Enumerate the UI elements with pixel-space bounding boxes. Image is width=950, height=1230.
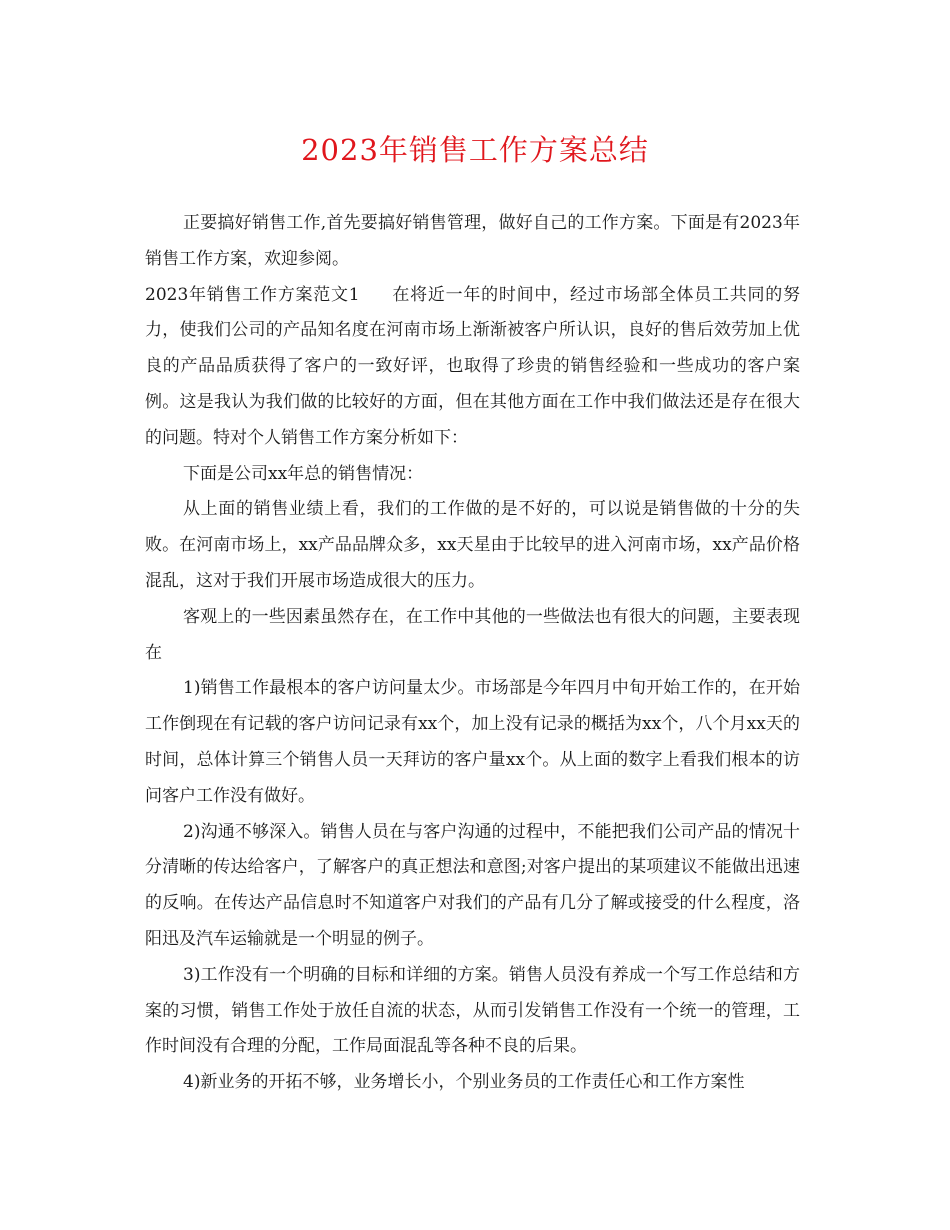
paragraph-item-3: 3)工作没有一个明确的目标和详细的方案。销售人员没有养成一个写工作总结和方案的习惯，销售工作处于放任自流的状态，从而引发销售工作没有一个统一的管理，工作时间没有合理的分配，工作局面混乱等各种不良的后果。 (145, 964, 800, 1057)
section-heading: 2023年销售工作方案范文1 (145, 284, 360, 305)
document-title: 2023年销售工作方案总结 (301, 133, 649, 167)
intro-paragraph: 正要搞好销售工作,首先要搞好销售管理，做好自己的工作方案。下面是有2023年销售工作方案，欢迎参阅。 (145, 213, 800, 269)
paragraph-item-4: 4)新业务的开拓不够，业务增长小，个别业务员的工作责任心和工作方案性 (183, 1072, 745, 1093)
section-paragraph (145, 278, 800, 457)
paragraph-objective-factors: 客观上的一些因素虽然存在，在工作中其他的一些做法也有很大的问题，主要表现在 (145, 606, 800, 663)
paragraph-item-2: 2)沟通不够深入。销售人员在与客户沟通的过程中，不能把我们公司产品的情况十分清晰的传达给客户，了解客户的真正想法和意图;对客户提出的某项建议不能做出迅速的反响。在传达产品信息时不知道客户对我们的产品有几分了解或接受的什么程度，洛阳迅及汽车运输就是一个明显的例子。 (145, 821, 800, 949)
section-opening: 在将近一年的时间中，经过市场部全体员工共同的努力，使我们公司的产品知名度在河南市场上渐渐被客户所认识，良好的售后效劳加上优良的产品品质获得了客户的一致好评，也取得了珍贵的销售经验和一些成功的客户案例。这是我认为我们做的比较好的方面，但在其他方面在工作中我们做法还是存在很大的问题。特对个人销售工作方案分析如下： (145, 284, 800, 448)
paragraph-item-1: 1)销售工作最根本的客户访问量太少。市场部是今年四月中旬开始工作的，在开始工作倒现在有记载的客户访问记录有xx个，加上没有记录的概括为xx个，八个月xx天的时间，总体计算三个销售人员一天拜访的客户量xx个。从上面的数字上看我们根本的访问客户工作没有做好。 (145, 678, 800, 806)
document-body (145, 206, 800, 1101)
paragraph-sales-performance: 从上面的销售业绩上看，我们的工作做的是不好的，可以说是销售做的十分的失败。在河南市场上，xx产品品牌众多，xx天星由于比较早的进入河南市场，xx产品价格混乱，这对于我们开展市场造成很大的压力。 (145, 499, 800, 591)
paragraph-sales-overview: 下面是公司xx年总的销售情况： (183, 463, 424, 484)
